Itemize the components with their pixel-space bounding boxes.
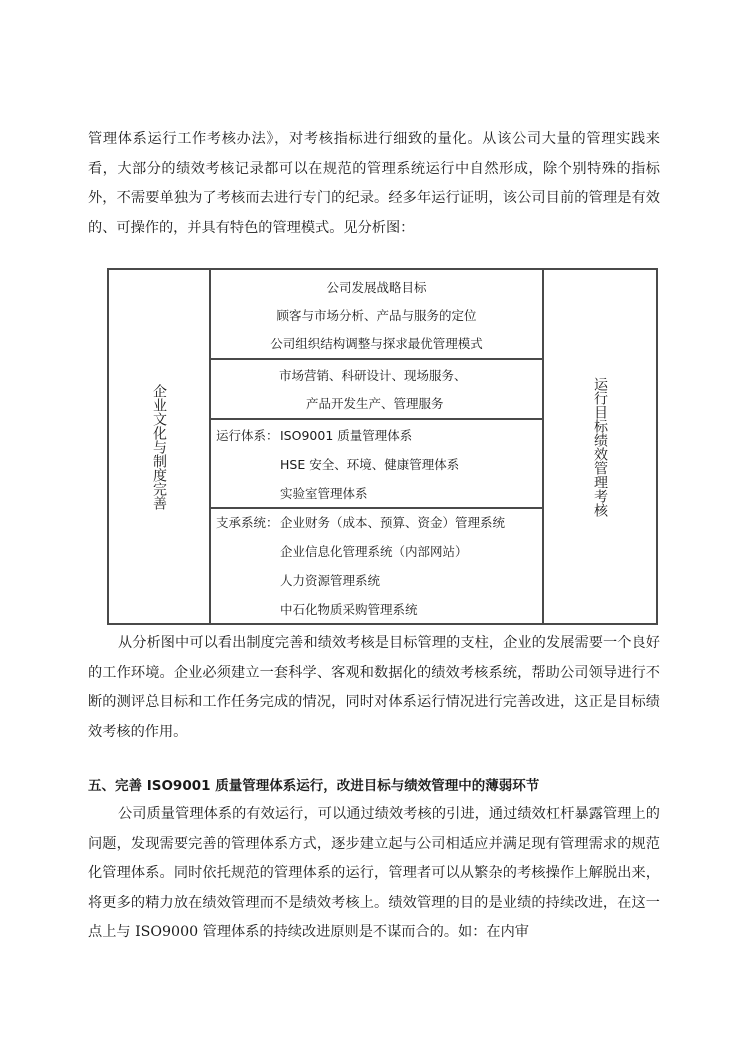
operation-system-box <box>209 420 544 509</box>
strategy-box <box>209 270 544 360</box>
box4-prefix: 支承系统： <box>216 515 279 530</box>
support-system-box <box>209 509 544 623</box>
box3-item: HSE 安全、环境、健康管理体系 <box>280 457 460 472</box>
box4-item: 企业信息化管理系统（内部网站） <box>280 544 468 559</box>
left-pillar-label: 企业文化与制度完善 <box>151 383 167 510</box>
box4-item: 人力资源管理系统 <box>280 573 381 588</box>
right-pillar-label: 运行目标绩效管理考核 <box>592 376 608 517</box>
section-heading: 五、完善 ISO9001 质量管理体系运行，改进目标与绩效管理中的薄弱环节 <box>88 778 540 794</box>
box4-item: 中石化物质采购管理系统 <box>280 602 418 617</box>
box2-line: 产品开发生产、管理服务 <box>306 396 444 411</box>
business-box <box>209 358 544 420</box>
diagram-left-pillar <box>109 270 211 623</box>
box1-line: 顾客与市场分析、产品与服务的定位 <box>276 308 477 323</box>
box3-item: ISO9001 质量管理体系 <box>280 428 413 443</box>
diagram-right-pillar <box>542 270 656 623</box>
box4-item: 企业财务（成本、预算、资金）管理系统 <box>280 515 506 530</box>
paragraph-analysis: 从分析图中可以看出制度完善和绩效考核是目标管理的支柱，企业的发展需要一个良好的工作环境。企业必须建立一套科学、客观和数据化的绩效考核系统，帮助公司领导进行不断的测评总目标和工作任务完成的情况，同时对体系运行情况进行完善改进，这正是目标绩效考核的作用。 <box>88 635 660 740</box>
box1-line: 公司组织结构调整与探求最优管理模式 <box>270 336 483 351</box>
box3-item: 实验室管理体系 <box>280 486 368 501</box>
box1-line: 公司发展战略目标 <box>326 280 427 295</box>
box2-line: 市场营销、科研设计、现场服务、 <box>279 368 467 383</box>
box3-prefix: 运行体系： <box>216 428 279 443</box>
diagram-center <box>209 270 544 623</box>
paragraph-section-five: 公司质量管理体系的有效运行，可以通过绩效考核的引进，通过绩效杠杆暴露管理上的问题，发现需要完善的管理体系方式，逐步建立起与公司相适应并满足现有管理需求的规范化管理体系。同时依托规范的管理体系的运行，管理者可以从繁杂的考核操作上解脱出来，将更多的精力放在绩效管理而不是绩效考核上。绩效管理的目的是业绩的持续改进，在这一点上与 ISO9000 管理体系的持续改进原则是不谋而合的。如：在内审 <box>88 806 660 940</box>
paragraph-intro: 管理体系运行工作考核办法》，对考核指标进行细致的量化。从该公司大量的管理实践来看，大部分的绩效考核记录都可以在规范的管理系统运行中自然形成，除个别特殊的指标外，不需要单独为了考核而去进行专门的纪录。经多年运行证明，该公司目前的管理是有效的、可操作的，并具有特色的管理模式。见分析图： <box>88 131 660 236</box>
management-diagram <box>107 268 658 625</box>
